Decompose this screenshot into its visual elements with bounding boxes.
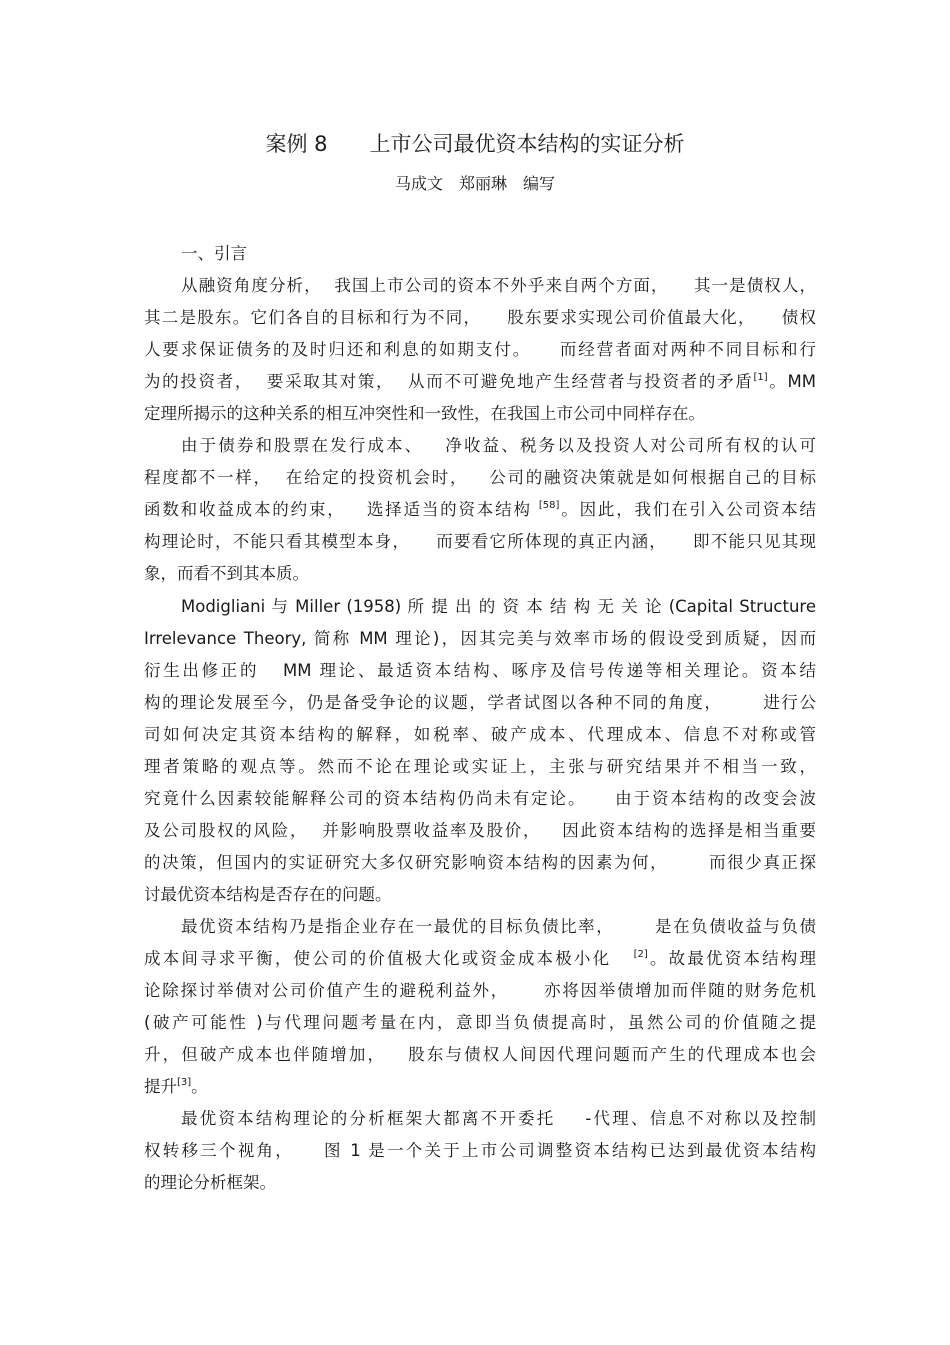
text-run: 为的投资者， 要采取其对策， 从而不可避免地产生经营者与投资者的矛盾	[144, 372, 754, 391]
page-title: 案例 8 上市公司最优资本结构的实证分析	[265, 132, 685, 156]
paragraph-line: 的决策，但国内的实证研究大多仅研究影响资本结构的因素为何， 而很少真正探	[144, 853, 816, 872]
paragraph-line	[144, 498, 816, 522]
paragraph-line: 的理论分析框架。	[144, 1173, 276, 1192]
paragraph-line: 最优资本结构乃是指企业存在一最优的目标负债比率， 是在负债收益与负债	[181, 917, 816, 936]
text-run: 。MM	[767, 372, 816, 391]
paragraph-line: 及公司股权的风险， 并影响股票收益率及股价， 因此资本结构的选择是相当重要	[144, 821, 816, 840]
text-run: 。因此，我们在引入公司资本结	[559, 500, 817, 519]
paragraph-line: 构理论时，不能只看其模型本身， 而要看它所体现的真正内涵， 即不能只见其现	[144, 532, 816, 551]
paragraph-line: 究竟什么因素较能解释公司的资本结构仍尚未有定论。 由于资本结构的改变会波	[144, 789, 816, 808]
paragraph-line: 最优资本结构理论的分析框架大都离不开委托 -代理、信息不对称以及控制	[181, 1109, 816, 1128]
section-heading: 一、引言	[181, 244, 247, 263]
text-run: 。故最优资本结构理	[647, 949, 816, 968]
paragraph-line: 其二是股东。它们各自的目标和行为不同， 股东要求实现公司价值最大化， 债权	[144, 308, 816, 327]
text-run: 。	[191, 1077, 208, 1096]
paragraph-line: 权转移三个视角， 图 1 是一个关于上市公司调整资本结构已达到最优资本结构	[144, 1141, 816, 1160]
citation: [58]	[538, 500, 560, 511]
paragraph-line	[144, 370, 816, 394]
paragraph-line: Irrelevance Theory, 简称 MM 理论)，因其完美与效率市场的假设受到质疑，因而	[144, 629, 816, 648]
paragraph-line: 讨最优资本结构是否存在的问题。	[144, 885, 392, 904]
paragraph-line: 由于债券和股票在发行成本、 净收益、税务以及投资人对公司所有权的认可	[181, 436, 816, 455]
authors: 马成文 郑丽琳 编写	[394, 174, 555, 193]
paragraph-line: 论除探讨举债对公司价值产生的避税利益外， 亦将因举债增加而伴随的财务危机	[144, 981, 816, 1000]
paragraph-line: 构的理论发展至今，仍是备受争论的议题，学者试图以各种不同的角度， 进行公	[144, 693, 816, 712]
paragraph-line: 象，而看不到其本质。	[144, 564, 309, 583]
paragraph-line: 理者策略的观点等。然而不论在理论或实证上，主张与研究结果并不相当一致，	[144, 757, 816, 776]
text-run: 函数和收益成本的约束， 选择适当的资本结构	[144, 500, 539, 519]
paragraph-line	[144, 947, 816, 971]
paragraph-line: 衍生出修正的 MM 理论、最适资本结构、啄序及信号传递等相关理论。资本结	[144, 661, 816, 680]
paragraph-line: 定理所揭示的这种关系的相互冲突性和一致性，在我国上市公司中同样存在。	[144, 404, 705, 423]
paragraph-line: Modigliani 与 Miller (1958) 所 提 出 的 资 本 结 构 无 关 论 (Capital Structure	[181, 597, 816, 616]
citation: [2]	[633, 949, 648, 960]
paragraph-line: 司如何决定其资本结构的解释，如税率、破产成本、代理成本、信息不对称或管	[144, 725, 816, 744]
paragraph-line: 从融资角度分析， 我国上市公司的资本不外乎来自两个方面， 其一是债权人，	[181, 276, 816, 295]
paragraph-line	[144, 1075, 816, 1099]
citation: [1]	[753, 372, 768, 383]
paragraph-line: 升，但破产成本也伴随增加， 股东与债权人间因代理问题而产生的代理成本也会	[144, 1045, 816, 1064]
text-run: 提升	[144, 1077, 177, 1096]
citation: [3]	[177, 1077, 192, 1088]
paragraph-line: 人要求保证债务的及时归还和利息的如期支付。 而经营者面对两种不同目标和行	[144, 340, 816, 359]
paragraph-line: (破产可能性 )与代理问题考量在内，意即当负债提高时，虽然公司的价值随之提	[144, 1013, 816, 1032]
paragraph-line: 程度都不一样， 在给定的投资机会时， 公司的融资决策就是如何根据自己的目标	[144, 468, 816, 487]
text-run: 成本间寻求平衡，使公司的价值极大化或资金成本极小化	[144, 949, 634, 968]
